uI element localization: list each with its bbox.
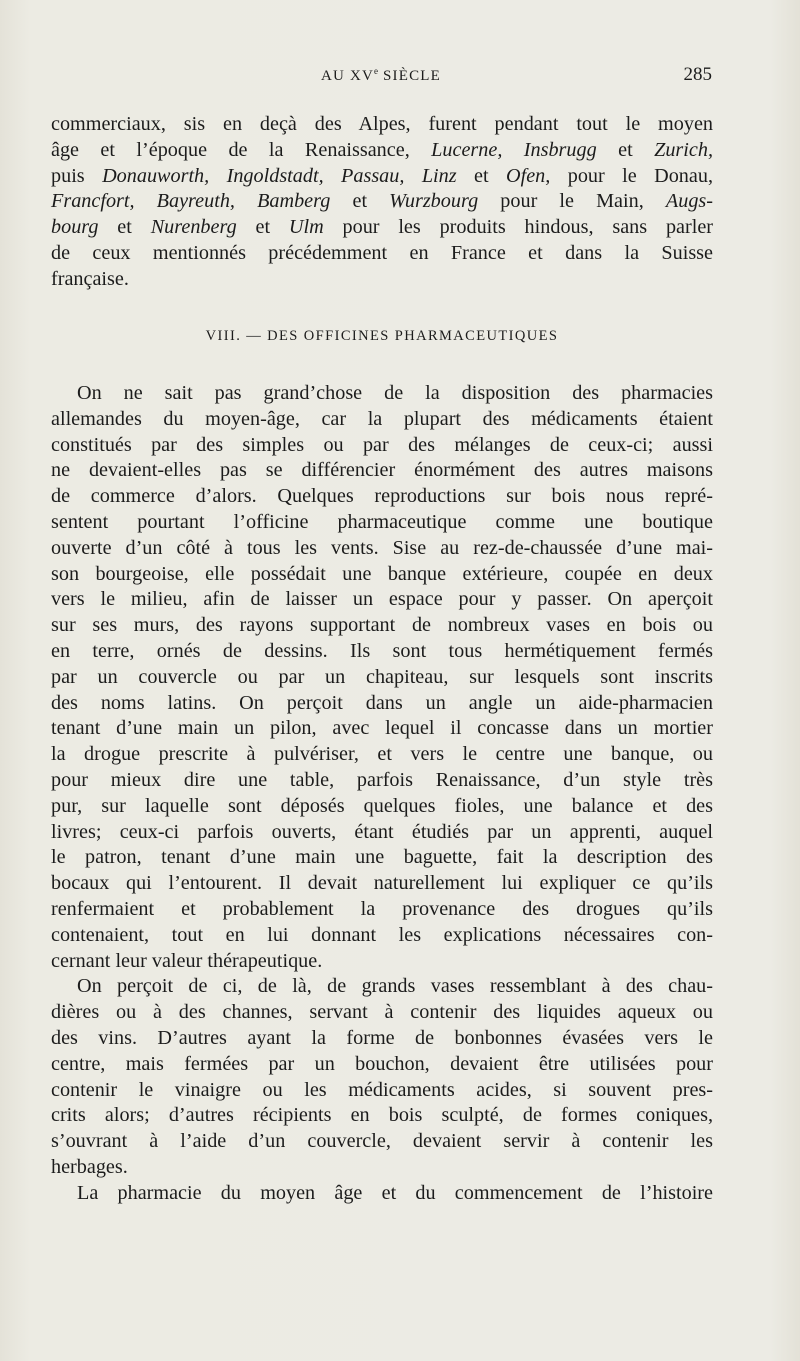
text-run: de ceux mentionnés précédemment en France et dans la Suisse: [51, 241, 713, 264]
italic-text: bourg: [51, 216, 99, 239]
text-line: sur ses murs, des rayons supportant de nombreux vases en bois ou: [51, 614, 713, 637]
section-heading: VIII. — DES OFFICINES PHARMACEUTIQUES: [205, 328, 559, 344]
text-line: [51, 267, 713, 293]
italic-text: Ulm: [288, 216, 324, 239]
italic-text: Ofen,: [506, 164, 551, 187]
text-run: française.: [51, 267, 129, 290]
paragraph-continued: [51, 112, 713, 293]
running-title-superscript: e: [374, 66, 379, 76]
text-run: puis: [51, 164, 103, 187]
text-line: centre, mais fermées par un bouchon, devaient être utilisées pour: [51, 1052, 713, 1075]
text-line: des vins. D’autres ayant la forme de bonbonnes évasées vers le: [51, 1026, 713, 1049]
text-line: [51, 112, 713, 138]
text-line: crits alors; d’autres récipients en bois sculpté, de formes coniques,: [51, 1104, 713, 1127]
text-line: [51, 215, 713, 241]
text-line: son bourgeoise, elle possédait une banque extérieure, coupée en deux: [51, 562, 713, 585]
text-line: [51, 189, 713, 215]
text-run: et: [98, 216, 151, 239]
text-line: [51, 241, 713, 267]
text-line: bocaux qui l’entourent. Il devait naturellement lui expliquer ce qu’ils: [51, 872, 713, 895]
text-line: sentent pourtant l’officine pharmaceutique comme une boutique: [51, 510, 713, 533]
italic-text: Zurich,: [654, 138, 713, 161]
text-line: de commerce d’alors. Quelques reproductions sur bois nous repré-: [51, 485, 713, 508]
text-line: herbages.: [51, 1155, 128, 1178]
text-line: dières ou à des channes, servant à contenir des liquides aqueux ou: [51, 1001, 713, 1024]
text-line: la drogue prescrite à pulvériser, et vers le centre une banque, ou: [51, 743, 713, 766]
text-line: contenir le vinaigre ou les médicaments acides, si souvent pres-: [51, 1078, 713, 1101]
text-line: s’ouvrant à l’aide d’un couvercle, devaient servir à contenir les: [51, 1130, 713, 1153]
section-body: [51, 381, 713, 1207]
running-title: [50, 66, 712, 85]
text-line: cernant leur valeur thérapeutique.: [51, 949, 323, 972]
text-line: [51, 138, 713, 164]
text-line: On ne sait pas grand’chose de la disposition des pharmacies: [77, 382, 713, 404]
text-run: pour les produits hindous, sans parler: [323, 216, 714, 239]
text-run: et: [456, 164, 507, 187]
text-line: en terre, ornés de dessins. Ils sont tous hermétiquement fermés: [51, 639, 713, 662]
text-line: des noms latins. On perçoit dans un angle un aide-pharmacien: [51, 691, 713, 714]
text-line: le patron, tenant d’une main une baguette, fait la description des: [51, 846, 713, 869]
italic-text: Wurzbourg: [389, 190, 479, 213]
text-run: et: [596, 138, 655, 161]
text-line: La pharmacie du moyen âge et du commencement de l’histoire: [77, 1181, 713, 1204]
text-run: pour le Donau,: [550, 164, 713, 187]
italic-text: Donauworth, Ingoldstadt, Passau, Linz: [102, 164, 457, 187]
text-run: pour le Main,: [478, 190, 666, 213]
italic-text: Nurenberg: [150, 216, 237, 239]
running-head: [50, 64, 712, 88]
text-line: contenaient, tout en lui donnant les explications nécessaires con-: [51, 923, 713, 946]
italic-text: Francfort, Bayreuth, Bamberg: [51, 190, 331, 213]
text-run: et: [330, 190, 390, 213]
text-line: pur, sur laquelle sont déposés quelques fioles, une balance et des: [51, 794, 713, 817]
text-line: pour mieux dire une table, parfois Renaissance, d’un style très: [51, 768, 713, 791]
italic-text: Lucerne, Insbrugg: [431, 138, 597, 161]
text-line: allemandes du moyen-âge, car la plupart des médicaments étaient: [51, 407, 713, 430]
text-line: On perçoit de ci, de là, de grands vases ressemblant à des chau-: [77, 975, 713, 998]
page-number: 285: [683, 64, 712, 85]
text-line: ouverte d’un côté à tous les vents. Sise au rez-de-chaussée d’une mai-: [51, 536, 713, 559]
text-line: renfermaient et probablement la provenance des drogues qu’ils: [51, 897, 713, 920]
text-line: constitués par des simples ou par des mélanges de ceux-ci; aussi: [51, 433, 713, 456]
text-run: et: [236, 216, 289, 239]
text-run: âge et l’époque de la Renaissance,: [51, 138, 432, 161]
text-line: par un couvercle ou par un chapiteau, sur lesquels sont inscrits: [51, 665, 713, 688]
text-line: tenant d’une main un pilon, avec lequel il concasse dans un mortier: [51, 717, 713, 740]
text-line: [51, 164, 713, 190]
running-title-text-end: SIÈCLE: [378, 68, 442, 84]
running-title-text: AU XV: [320, 68, 375, 84]
text-line: livres; ceux-ci parfois ouverts, étant étudiés par un apprenti, auquel: [51, 820, 713, 843]
italic-text: Augs-: [665, 190, 713, 213]
text-run: commerciaux, sis en deçà des Alpes, furent pendant tout le moyen: [51, 113, 713, 135]
text-line: ne devaient-elles pas se différencier énormément des autres maisons: [51, 459, 713, 482]
text-line: vers le milieu, afin de laisser un espace pour y passer. On aperçoit: [51, 588, 713, 611]
